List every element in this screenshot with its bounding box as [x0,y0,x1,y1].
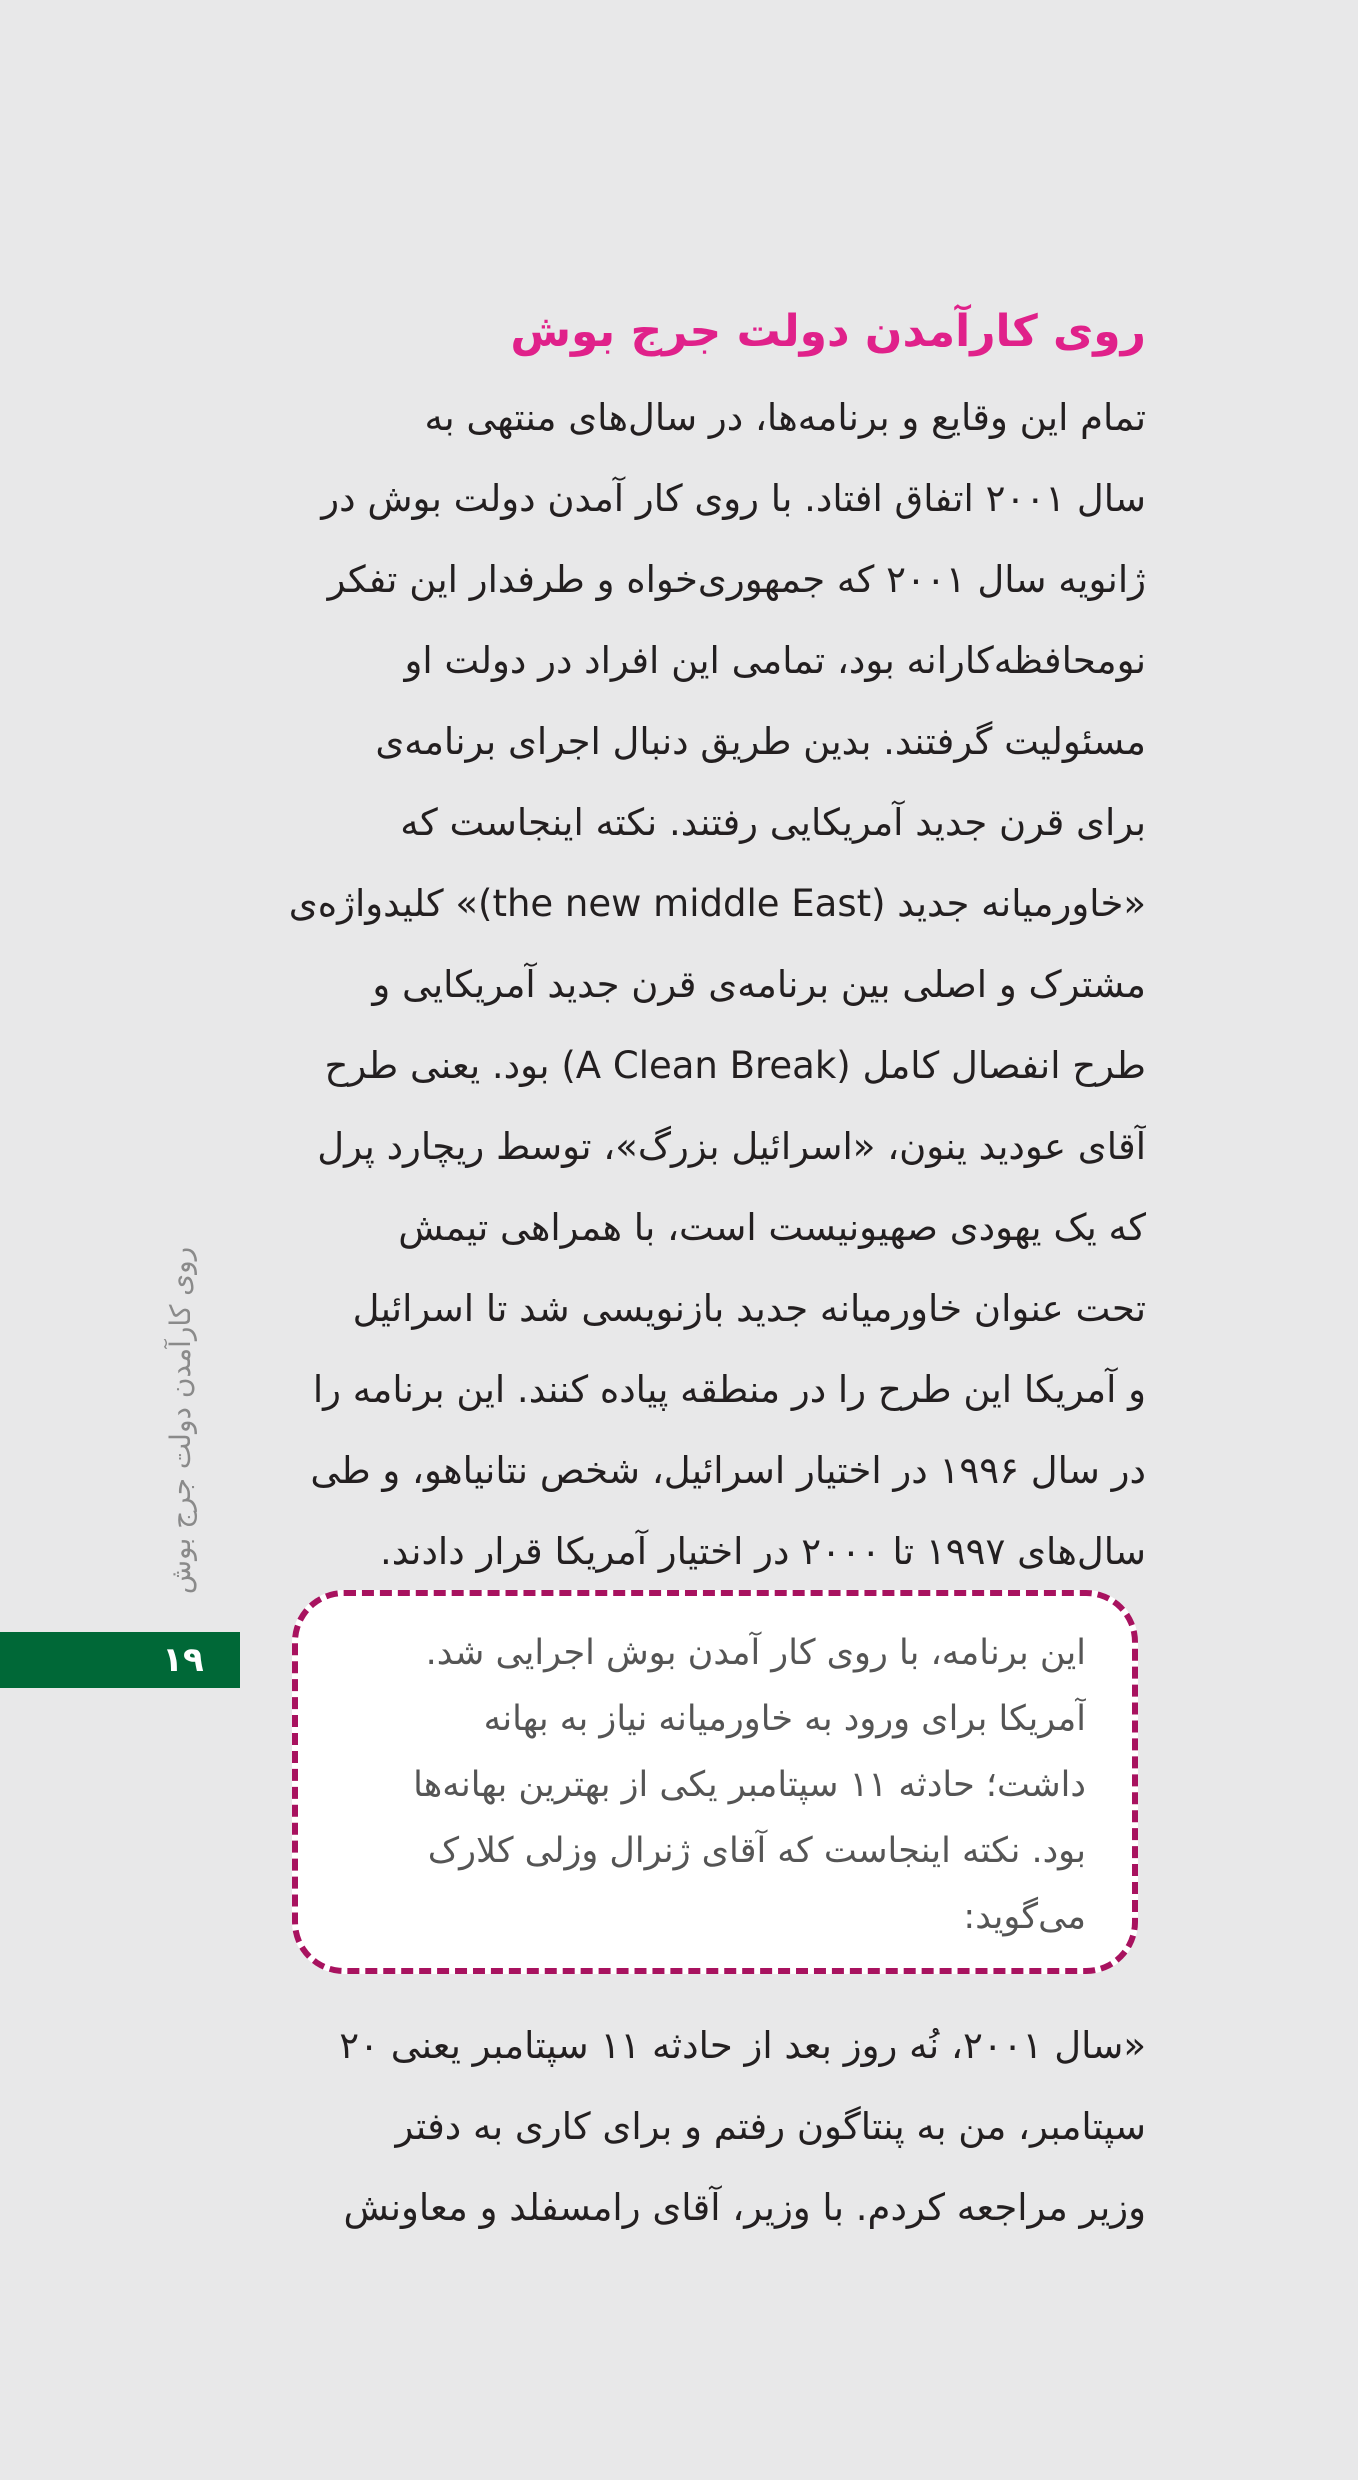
text-line: نومحافظه‌کارانه بود، تمامی این افراد در دولت او [404,639,1146,682]
callout-line: می‌گوید: [963,1897,1086,1937]
page-number: ۱۹ [162,1640,204,1680]
text-line: که یک یهودی صهیونیست است، با همراهی تیمش [398,1206,1146,1249]
text-line: وزیر مراجعه کردم. با وزیر، آقای رامسفلد و معاونش [343,2186,1146,2229]
callout-text [344,1620,1086,1950]
text-line: تحت عنوان خاورمیانه جدید بازنویسی شد تا اسرائیل [352,1287,1146,1330]
text-line: «سال ۲۰۰۱، نُه روز بعد از حادثه ۱۱ سپتامبر یعنی ۲۰ [339,2024,1146,2067]
text-line: در سال ۱۹۹۶ در اختیار اسرائیل، شخص نتانیاهو، و طی [310,1449,1146,1492]
text-line: ژانویه سال ۲۰۰۱ که جمهوری‌خواه و طرفدار این تفکر [327,558,1146,601]
running-title [158,1220,204,1620]
text-line: برای قرن جدید آمریکایی رفتند. نکته اینجاست که [400,801,1146,844]
text-line: سپتامبر، من به پنتاگون رفتم و برای کاری به دفتر [395,2105,1146,2148]
paragraph-1 [284,377,1146,1592]
callout-box [292,1590,1138,1974]
running-title-text: روی کارآمدن دولت جرج بوش [164,1246,198,1594]
callout-line: داشت؛ حادثه ۱۱ سپتامبر یکی از بهترین بهانه‌ها [413,1765,1086,1805]
callout-line: آمریکا برای ورود به خاورمیانه نیاز به بهانه [483,1699,1086,1739]
text-line: مشترک و اصلی بین برنامه‌ی قرن جدید آمریکایی و [372,963,1146,1006]
section-heading: روی کارآمدن دولت جرج بوش [510,306,1146,357]
text-line: آقای عودید ینون، «اسرائیل بزرگ»، توسط ریچارد پرل [317,1125,1146,1168]
text-line: سال ۲۰۰۱ اتفاق افتاد. با روی کار آمدن دولت بوش در [321,477,1146,520]
text-line: سال‌های ۱۹۹۷ تا ۲۰۰۰ در اختیار آمریکا قرار دادند. [379,1530,1146,1573]
text-line: تمام این وقایع و برنامه‌ها، در سال‌های منتهی به [424,396,1146,439]
callout-line: بود. نکته اینجاست که آقای ژنرال وزلی کلارک [427,1831,1086,1871]
text-line: طرح انفصال کامل (A Clean Break) بود. یعنی طرح [324,1044,1146,1087]
text-line: مسئولیت گرفتند. بدین طریق دنبال اجرای برنامه‌ی [375,720,1146,763]
text-line: و آمریکا این طرح را در منطقه پیاده کنند. این برنامه را [312,1368,1146,1411]
paragraph-2 [284,2005,1146,2248]
callout-line: این برنامه، با روی کار آمدن بوش اجرایی شد. [425,1633,1086,1673]
text-line: «خاورمیانه جدید (the new middle East)» کلیدواژه‌ی [288,882,1146,925]
